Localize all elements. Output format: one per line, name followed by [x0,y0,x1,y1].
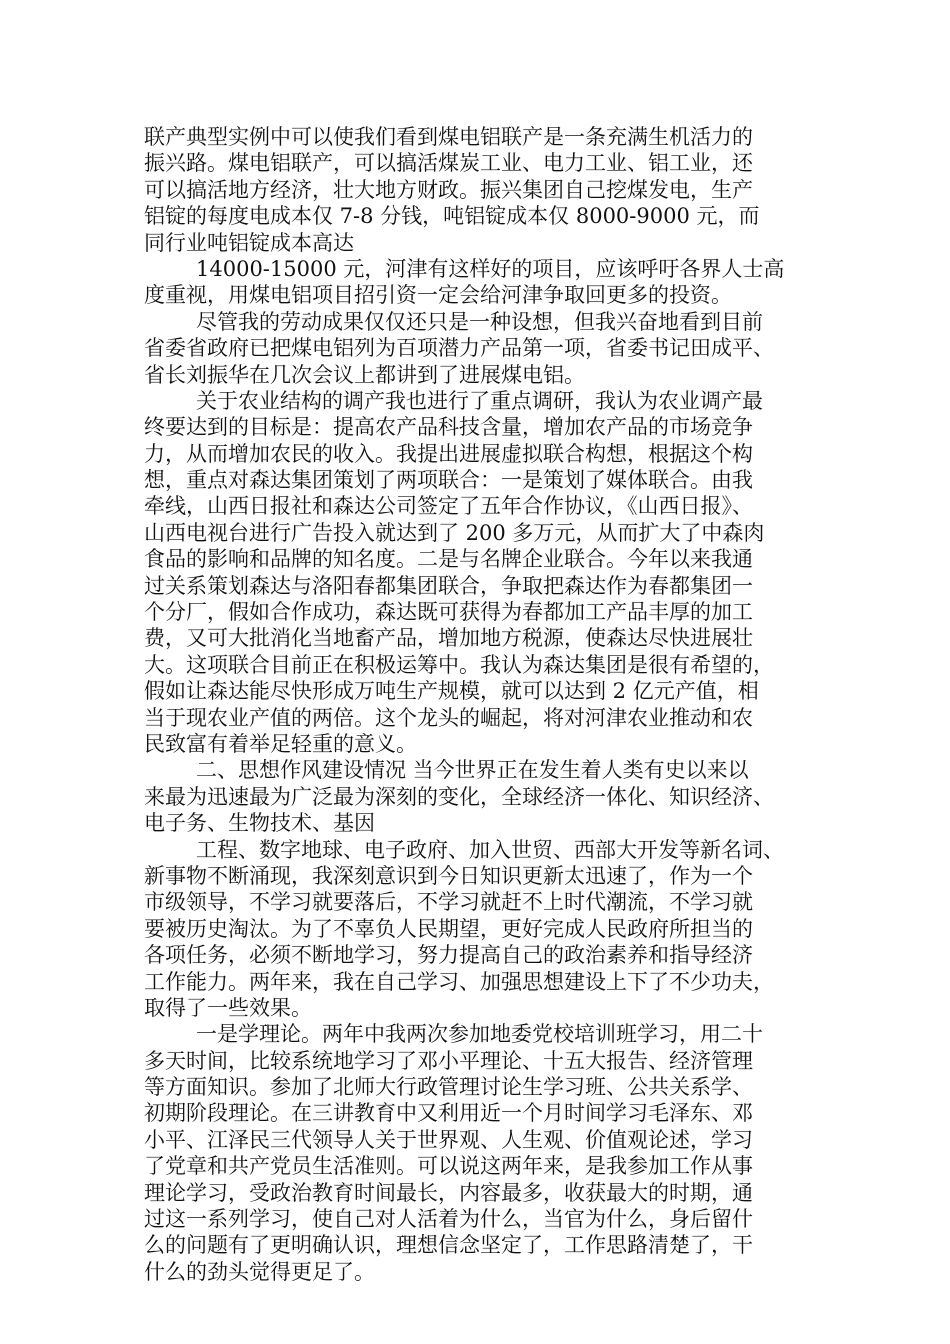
paragraph [144,309,834,388]
text-line: 同行业吨铝锭成本高达 [144,230,354,255]
text-line: 什么的劲头觉得更足了。 [144,1259,375,1284]
text-line: 工程、数字地球、电子政府、加入世贸、西部大开发等新名词、 [196,837,784,862]
text-line: 山西电视台进行广告投入就达到了 200 多万元，从而扩大了中森肉 [144,520,765,545]
text-line: 理论学习，受政治教育时间最长，内容最多，收获最大的时期，通 [144,1180,753,1205]
text-line: 个分厂，假如合作成功，森达既可获得为春都加工产品丰厚的加工 [144,600,753,625]
paragraph [144,124,834,256]
text-line: 了党章和共产党员生活准则。可以说这两年来，是我参加工作从事 [144,1154,753,1179]
text-line: 民致富有着举足轻重的意义。 [144,731,417,756]
text-line: 度重视，用煤电铝项目招引资一定会给河津争取回更多的投资。 [144,283,732,308]
text-line: 想，重点对森达集团策划了两项联合：一是策划了媒体联合。由我 [144,468,753,493]
text-line: 费，又可大批消化当地畜产品，增加地方税源，使森达尽快进展壮 [144,626,753,651]
text-line: 假如让森达能尽快形成万吨生产规模，就可以达到 2 亿元产值，相 [144,679,759,704]
text-line: 各项任务，必须不断地学习，努力提高自己的政治素养和指导经济 [144,943,753,968]
text-line: 工作能力。两年来，我在自己学习、加强思想建设上下了不少功夫， [144,969,774,994]
paragraph [144,757,834,836]
text-line: 市级领导，不学习就要落后，不学习就赶不上时代潮流，不学习就 [144,890,753,915]
text-line: 大。这项联合目前正在积极运筹中。我认为森达集团是很有希望的， [144,652,774,677]
text-line: 振兴路。煤电铝联产，可以搞活煤炭工业、电力工业、铝工业，还 [144,151,753,176]
text-line: 电子务、生物技术、基因 [144,811,375,836]
text-line: 初期阶段理论。在三讲教育中又利用近一个月时间学习毛泽东、邓 [144,1101,753,1126]
document-body [144,124,834,1285]
text-line: 关于农业结构的调产我也进行了重点调研，我认为农业调产最 [196,388,763,413]
text-line: 终要达到的目标是：提高农产品科技含量，增加农产品的市场竞争 [144,415,753,440]
text-line: 省长刘振华在几次会议上都讲到了进展煤电铝。 [144,362,585,387]
text-line: 当于现农业产值的两倍。这个龙头的崛起，将对河津农业推动和农 [144,705,753,730]
text-line: 新事物不断涌现，我深刻意识到今日知识更新太迅速了，作为一个 [144,863,753,888]
paragraph [144,256,834,309]
text-line: 铝锭的每度电成本仅 7-8 分钱，吨铝锭成本仅 8000-9000 元，而 [144,204,760,229]
text-line: 等方面知识。参加了北师大行政管理讨论生学习班、公共关系学、 [144,1075,753,1100]
text-line: 么的问题有了更明确认识，理想信念坚定了，工作思路清楚了，干 [144,1233,753,1258]
paragraph [144,388,834,757]
text-line: 来最为迅速最为广泛最为深刻的变化，全球经济一体化、知识经济、 [144,784,774,809]
text-line: 二、思想作风建设情况 当今世界正在发生着人类有史以来以 [196,758,749,783]
text-line: 省委省政府已把煤电铝列为百项潜力产品第一项，省委书记田成平、 [144,336,774,361]
text-line: 牵线，山西日报社和森达公司签定了五年合作协议，《山西日报》、 [144,494,753,519]
text-line: 14000-15000 元，河津有这样好的项目，应该呼吁各界人士高 [196,256,785,281]
text-line: 多天时间，比较系统地学习了邓小平理论、十五大报告、经济管理 [144,1048,753,1073]
paragraph [144,837,834,1022]
text-line: 取得了一些效果。 [144,995,312,1020]
text-line: 一是学理论。两年中我两次参加地委党校培训班学习，用二十 [196,1022,763,1047]
text-line: 可以搞活地方经济，壮大地方财政。振兴集团自己挖煤发电，生产 [144,177,753,202]
text-line: 力，从而增加农民的收入。我提出进展虚拟联合构想，根据这个构 [144,441,753,466]
text-line: 尽管我的劳动成果仅仅还只是一种设想，但我兴奋地看到目前 [196,309,763,334]
paragraph [144,1021,834,1285]
text-line: 要被历史淘汰。为了不辜负人民期望，更好完成人民政府所担当的 [144,916,753,941]
text-line: 过这一系列学习，使自己对人活着为什么，当官为什么，身后留什 [144,1207,753,1232]
text-line: 食品的影响和品牌的知名度。二是与名牌企业联合。今年以来我通 [144,547,753,572]
text-line: 过关系策划森达与洛阳春都集团联合，争取把森达作为春都集团一 [144,573,753,598]
text-line: 联产典型实例中可以使我们看到煤电铝联产是一条充满生机活力的 [144,125,753,149]
text-line: 小平、江泽民三代领导人关于世界观、人生观、价值观论述，学习 [144,1127,753,1152]
